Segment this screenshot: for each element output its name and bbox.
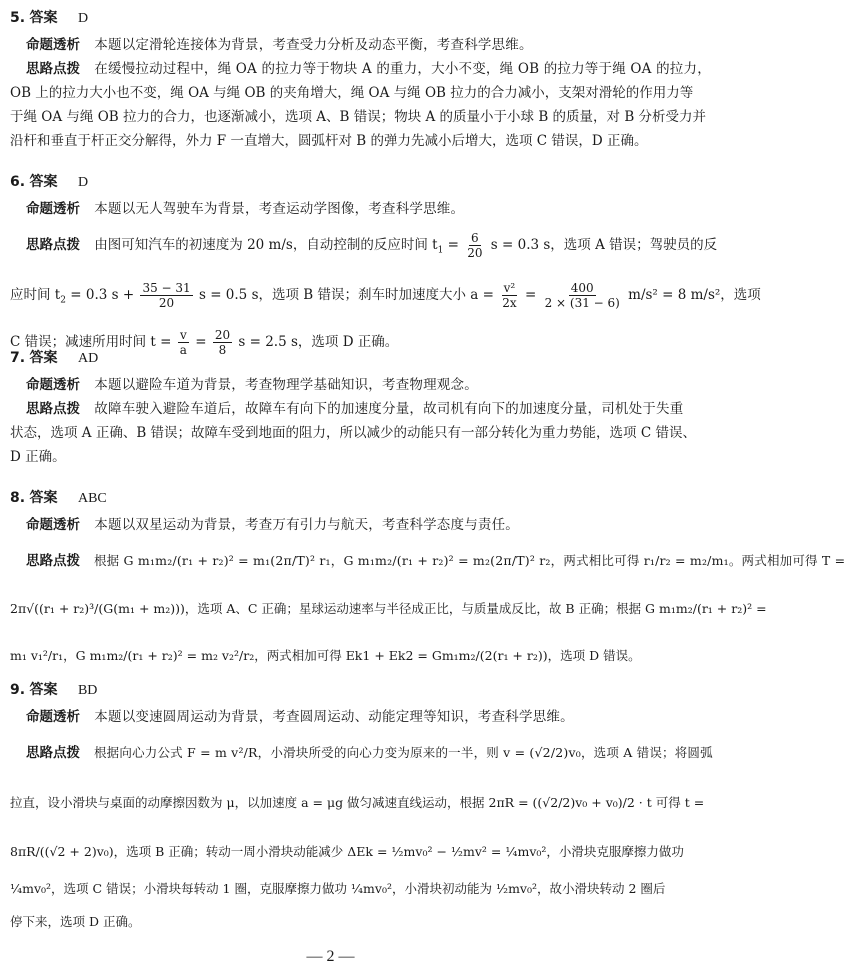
q5-answer-line xyxy=(10,8,651,29)
q8-answer-line xyxy=(10,488,651,509)
q5-idea-text-1: 在缓慢拉动过程中，绳 OA 的拉力等于物块 A 的重力，大小不变，绳 OB 的拉力等于绳 OA 的拉力， xyxy=(94,61,711,77)
q6-f1-den: 20 xyxy=(467,246,483,260)
q6-f6-den: 8 xyxy=(218,343,227,358)
q8-number: 8. xyxy=(10,490,26,506)
q5-idea-text-3: 于绳 OA 与绳 OB 拉力的合力，也逐渐减小，选项 A、B 错误；物块 A 的质量小于小球 B 的质量，对 B 分析受力并 xyxy=(10,109,707,125)
q6-idea-line-3: C 错误；减速所用时间 t = $\frac{v}{a}$ = $\frac{20}{8}$ s = 2.5 s，选项 D 正确。 xyxy=(10,328,399,358)
q7-number: 7. xyxy=(10,350,26,366)
q7-intent-label: 命题透析 xyxy=(26,377,80,393)
q6-answer-value: D xyxy=(77,175,89,190)
q5-intent-text: 本题以定滑轮连接体为背景，考查受力分析及动态平衡，考查科学思维。 xyxy=(94,37,533,53)
q9-block xyxy=(10,680,713,932)
q5-answer-value: D xyxy=(77,11,89,26)
q9-idea-text-1: 根据向心力公式 F = m v²/R，小滑块所受的向心力变为原来的一半，则 v = (√2/2)v₀，选项 A 错误；将圆弧 xyxy=(93,745,713,760)
q9-idea-text-2: 拉直，设小滑块与桌面的动摩擦因数为 μ，以加速度 a = μg 做匀减速直线运动，根据 2πR = ((√2/2)v₀ + v₀)/2 · t 可得 t = xyxy=(10,795,705,810)
q9-idea-line-1 xyxy=(10,742,713,764)
q8-intent-line xyxy=(10,515,651,536)
q9-answer-label: 答案 xyxy=(29,682,58,698)
q6-text-2c: s = 0.5 s，选项 B 错误；刹车时加速度大小 a = xyxy=(198,286,494,303)
q7-answer-value: AD xyxy=(77,351,99,366)
q5-intent-line xyxy=(10,35,651,56)
q9-idea-text-3: 8πR/((√2 + 2)v₀)，选项 B 正确；转动一周小滑块动能减少 ΔEk = ½mv₀² − ½mv² = ¼mv₀²，小滑块克服摩擦力做功 xyxy=(10,844,684,859)
q6-text-3a: C 错误；减速所用时间 t = xyxy=(10,334,172,351)
q6-number: 6. xyxy=(10,174,26,190)
q9-intent-text: 本题以变速圆周运动为背景，考查圆周运动、动能定理等知识，考查科学思维。 xyxy=(94,709,574,725)
q6-f3-den: 2x xyxy=(502,295,517,310)
q7-intent-text: 本题以避险车道为背景，考查物理学基础知识，考查物理观念。 xyxy=(94,377,478,393)
q6-f3-num: v² xyxy=(503,280,516,295)
q7-idea-text-1: 故障车驶入避险车道后，故障车有向下的加速度分量，故司机有向下的加速度分量，司机处于失重 xyxy=(94,401,684,417)
q6-intent-label: 命题透析 xyxy=(26,201,80,217)
q6-intent-text: 本题以无人驾驶车为背景，考查运动学图像，考查科学思维。 xyxy=(94,201,465,217)
q8-idea-text-1: 根据 G m₁m₂/(r₁ + r₂)² = m₁(2π/T)² r₁，G m₁m₂/(r₁ + r₂)² = m₂(2π/T)² r₂，两式相比可得 r₁/r₂ = m₂/m₁。两式相加可得 T = xyxy=(93,553,845,568)
q7-idea-line-1 xyxy=(10,399,684,420)
q6-idea-label: 思路点拨 xyxy=(26,237,80,253)
q6-f2-num: 35 − 31 xyxy=(142,280,191,295)
q8-idea-line-1 xyxy=(10,550,845,572)
q8-idea-label: 思路点拨 xyxy=(26,553,80,569)
q6-f1-num: 6 xyxy=(471,231,479,245)
q9-number: 9. xyxy=(10,682,26,698)
q5-answer-label: 答案 xyxy=(29,10,58,26)
q7-idea-label: 思路点拨 xyxy=(26,401,80,417)
q8-answer-label: 答案 xyxy=(29,490,58,506)
q5-idea-text-4: 沿杆和垂直于杆正交分解得，外力 F 一直增大，圆弧杆对 B 的弹力先减小后增大，选项 C 错误，D 正确。 xyxy=(10,133,648,149)
q8-intent-label: 命题透析 xyxy=(26,517,80,533)
q6-f2-den: 20 xyxy=(158,295,175,310)
q6-text-3b: s = 2.5 s，选项 D 正确。 xyxy=(238,334,399,351)
q7-idea-text-2: 状态，选项 A 正确、B 错误；故障车受到地面的阻力，所以减少的动能只有一部分转化为重力势能，选项 C 错误、 xyxy=(10,425,696,441)
q9-idea-label: 思路点拨 xyxy=(26,745,80,761)
q6-text-2a: 应时间 t xyxy=(10,286,61,303)
q5-intent-label: 命题透析 xyxy=(26,37,80,53)
q6-f6-num: 20 xyxy=(214,328,231,343)
q9-idea-text-5: 停下来，选项 D 正确。 xyxy=(10,914,141,929)
q6-fraction-reaction xyxy=(465,231,484,260)
q7-answer-line xyxy=(10,348,651,369)
q8-idea-text-2: 2π√((r₁ + r₂)³/(G(m₁ + m₂)))，选项 A、C 正确；星球运动速率与半径成正比，与质量成反比，故 B 正确；根据 G m₁m₂/(r₁ + r₂)² = xyxy=(10,601,767,616)
q8-answer-value: ABC xyxy=(77,491,107,506)
q6-f5-num: v xyxy=(179,328,187,343)
q5-idea-label: 思路点拨 xyxy=(26,61,80,77)
page-number: — 2 — xyxy=(306,948,355,965)
q6-idea-line-2: 应时间 $t_2 = 0.3$ s + $\frac{35 - 31}{20}$ s = 0.5 s，选项 B 错误；刹车时加速度大小 a = $\frac{\text{v²}}{2x}$ = $\frac{400}{2 \times (31 - 6)}$ m/s² = 8 m/s²，选项 xyxy=(10,280,761,310)
q7-block xyxy=(10,348,696,468)
q6-f4-den: 2 × (31 − 6) xyxy=(544,295,620,310)
q9-answer-value: BD xyxy=(77,683,98,698)
q6-text-2b: = 0.3 s + xyxy=(70,286,135,303)
q6-text-1b: s = 0.3 s，选项 A 错误；驾驶员的反 xyxy=(490,237,718,253)
q8-block xyxy=(10,488,845,666)
q5-idea-line-1 xyxy=(10,59,711,80)
q6-idea-line-1: 思路点拨 由图可知汽车的初速度为 20 m/s，自动控制的反应时间 $t_1$ = $\frac{6}{20}$ s = 0.3 s，选项 A 错误；驾驶员的反 xyxy=(26,231,718,260)
q5-idea-text-2: OB 上的拉力大小也不变，绳 OA 与绳 OB 的夹角增大，绳 OA 与绳 OB 拉力的合力减小，支架对滑轮的作用力等 xyxy=(10,85,694,101)
q6-answer-label: 答案 xyxy=(29,174,58,190)
q6-f4-num: 400 xyxy=(570,280,594,295)
q6-fraction-driver xyxy=(140,281,192,310)
q6-fraction-accel-value xyxy=(543,281,622,310)
q9-intent-label: 命题透析 xyxy=(26,709,80,725)
q6-intent-line xyxy=(10,199,651,220)
q6-fraction-accel xyxy=(500,281,518,310)
q9-intent-line xyxy=(10,707,651,728)
q6-f5-den: a xyxy=(179,343,187,358)
q7-idea-text-3: D 正确。 xyxy=(10,449,66,465)
q6-text-2d: m/s² = 8 m/s²，选项 xyxy=(628,286,761,303)
q7-intent-line xyxy=(10,375,651,396)
q5-number: 5. xyxy=(10,10,26,26)
q6-text-1a: 由图可知汽车的初速度为 20 m/s，自动控制的反应时间 t xyxy=(94,237,438,253)
q6-answer-line xyxy=(10,172,651,193)
q9-idea-text-4: ¼mv₀²，选项 C 错误；小滑块每转动 1 圈，克服摩擦力做功 ¼mv₀²，小滑块初动能为 ½mv₀²，故小滑块转动 2 圈后 xyxy=(10,881,666,896)
q7-answer-label: 答案 xyxy=(29,350,58,366)
q8-intent-text: 本题以双星运动为背景，考查万有引力与航天，考查科学态度与责任。 xyxy=(94,517,519,533)
q5-block xyxy=(10,8,711,152)
q6-block xyxy=(10,172,761,358)
q9-answer-line xyxy=(10,680,651,701)
q8-idea-text-3: m₁ v₁²/r₁，G m₁m₂/(r₁ + r₂)² = m₂ v₂²/r₂，两式相加可得 Ek1 + Ek2 = Gm₁m₂/(2(r₁ + r₂))，选项 D 错误。 xyxy=(10,648,641,663)
